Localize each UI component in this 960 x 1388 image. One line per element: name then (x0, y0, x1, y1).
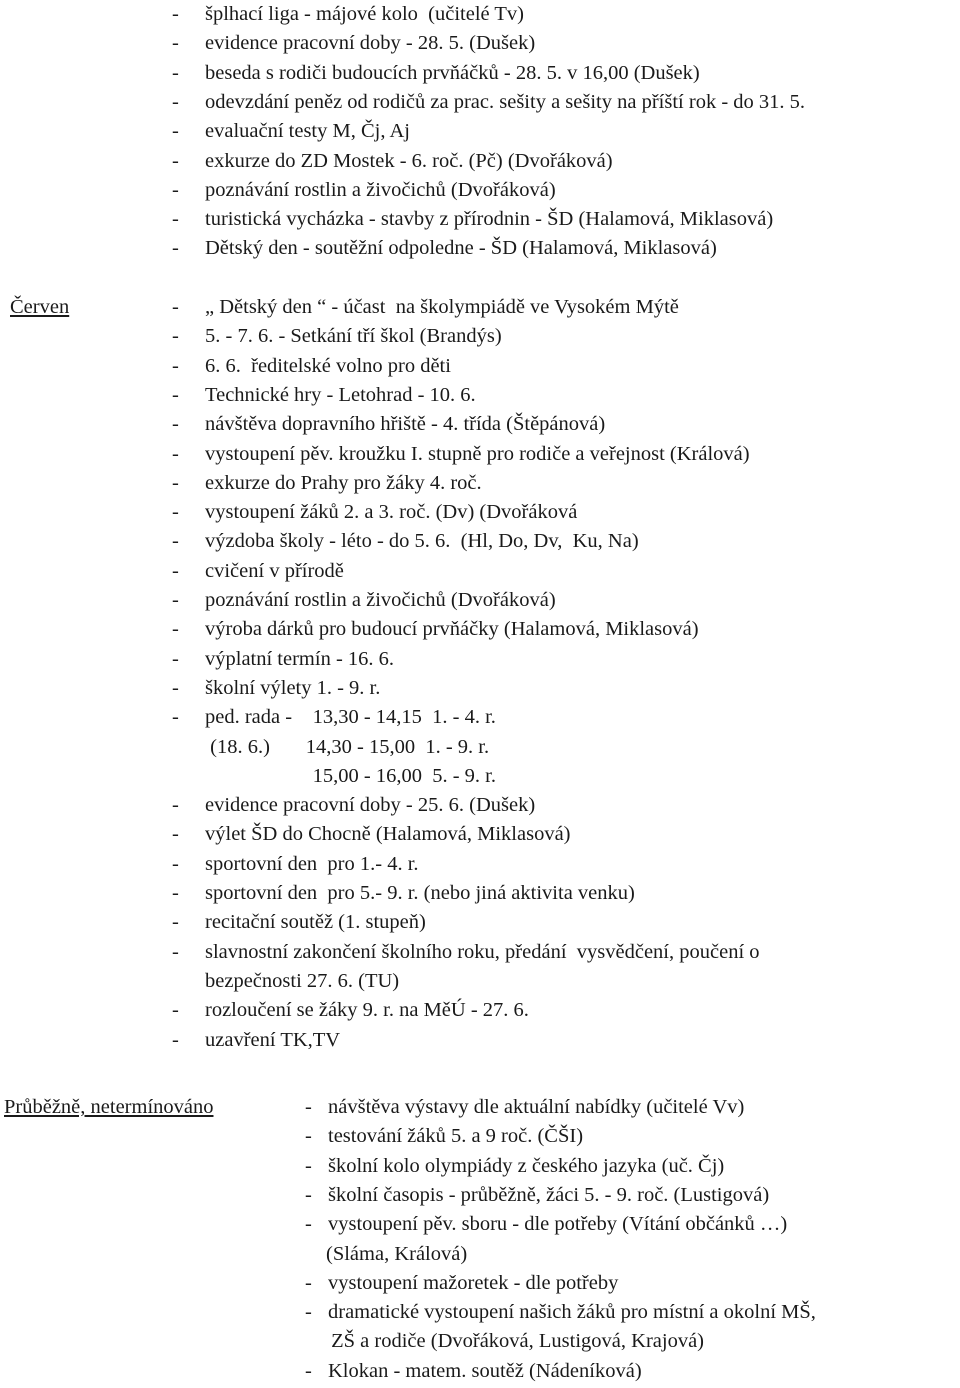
list-item-text: sportovní den pro 5.- 9. r. (nebo jiná aktivita venku) (205, 882, 635, 904)
list-bullet-dash: - (172, 706, 179, 729)
list-item-text: „ Dětský den “ - účast na školympiádě ve Vysokém Mýtě (205, 296, 679, 318)
list-bullet-dash: - (172, 794, 179, 817)
list-item-text: 15,00 - 16,00 5. - 9. r. (205, 764, 496, 787)
list-item-text: uzavření TK,TV (205, 1028, 341, 1051)
list-item-text: vystoupení žáků 2. a 3. roč. (Dv) (Dvořáková (205, 501, 578, 524)
list-item-text: 5. - 7. 6. - Setkání tří škol (Brandýs) (205, 325, 502, 348)
list-item-text: školní výlety 1. - 9. r. (205, 676, 381, 699)
list-bullet-dash: - (172, 3, 179, 25)
list-item-text: evaluační testy M, Čj, Aj (205, 120, 410, 143)
ongoing-label: Průběžně, netermínováno (4, 1096, 214, 1118)
list-bullet-dash: - (172, 471, 179, 494)
list-item-text: výroba dárků pro budoucí prvňáčky (Halamová, Miklasová) (205, 618, 699, 641)
list-bullet-dash: - (305, 1271, 312, 1294)
list-bullet-dash: - (172, 296, 179, 318)
list-item-text: dramatické vystoupení našich žáků pro místní a okolní MŠ, (328, 1301, 816, 1324)
list-bullet-dash: - (172, 882, 179, 904)
list-bullet-dash: - (172, 354, 179, 377)
list-item-text: šplhací liga - májové kolo (učitelé Tv) (205, 3, 524, 25)
list-bullet-dash: - (172, 325, 179, 348)
list-bullet-dash: - (172, 852, 179, 875)
list-bullet-dash: - (305, 1213, 312, 1236)
list-bullet-dash: - (305, 1154, 312, 1177)
list-item-text: ped. rada - 13,30 - 14,15 1. - 4. r. (205, 706, 496, 729)
list-item-text: školní kolo olympiády z českého jazyka (uč. Čj) (328, 1154, 725, 1177)
list-item-text: evidence pracovní doby - 25. 6. (Dušek) (205, 794, 536, 817)
list-item-text: vystoupení pěv. kroužku I. stupně pro rodiče a veřejnost (Králová) (205, 442, 750, 465)
list-bullet-dash: - (172, 178, 179, 201)
list-item-text: návštěva výstavy dle aktuální nabídky (učitelé Vv) (328, 1096, 745, 1118)
list-bullet-dash: - (172, 413, 179, 436)
list-bullet-dash: - (305, 1096, 312, 1118)
list-bullet-dash: - (172, 61, 179, 84)
list-item-text: poznávání rostlin a živočichů (Dvořáková) (205, 589, 556, 611)
list-item-text: beseda s rodiči budoucích prvňáčků - 28. 5. v 16,00 (Dušek) (205, 61, 700, 84)
list-item-text: bezpečnosti 27. 6. (TU) (205, 969, 400, 992)
list-bullet-dash: - (172, 618, 179, 641)
list-item-text: školní časopis - průběžně, žáci 5. - 9. roč. (Lustigová) (328, 1183, 770, 1206)
list-item-text: cvičení v přírodě (205, 559, 344, 582)
list-item-text: (18. 6.) 14,30 - 15,00 1. - 9. r. (205, 735, 490, 758)
list-bullet-dash: - (305, 1359, 312, 1382)
list-bullet-dash: - (305, 1125, 312, 1148)
list-bullet-dash: - (172, 149, 179, 172)
list-bullet-dash: - (172, 442, 179, 465)
list-item-text: recitační soutěž (1. stupeň) (205, 911, 426, 934)
list-item-text: Dětský den - soutěžní odpoledne - ŠD (Halamová, Miklasová) (205, 237, 717, 260)
list-item-text: slavnostní zakončení školního roku, předání vysvědčení, poučení o (205, 940, 760, 963)
list-item-text: testování žáků 5. a 9 roč. (ČŠI) (328, 1125, 584, 1148)
list-bullet-dash: - (172, 120, 179, 143)
list-item-text: sportovní den pro 1.- 4. r. (205, 852, 419, 875)
list-item-text: rozloučení se žáky 9. r. na MěÚ - 27. 6. (205, 999, 529, 1022)
list-bullet-dash: - (172, 237, 179, 260)
list-item-text: exkurze do Prahy pro žáky 4. roč. (205, 471, 482, 494)
list-bullet-dash: - (172, 940, 179, 963)
list-bullet-dash: - (172, 32, 179, 55)
list-bullet-dash: - (172, 530, 179, 553)
month-label-june: Červen (10, 296, 70, 318)
list-bullet-dash: - (172, 208, 179, 231)
list-bullet-dash: - (172, 90, 179, 113)
list-bullet-dash: - (172, 647, 179, 670)
list-bullet-dash: - (172, 911, 179, 934)
list-item-text: výlet ŠD do Chocně (Halamová, Miklasová) (205, 823, 571, 846)
list-bullet-dash: - (172, 999, 179, 1022)
list-bullet-dash: - (172, 676, 179, 699)
list-bullet-dash: - (305, 1301, 312, 1324)
list-bullet-dash: - (172, 501, 179, 524)
list-item-text: návštěva dopravního hřiště - 4. třída (Štěpánová) (205, 413, 606, 436)
list-item-text: ZŠ a rodiče (Dvořáková, Lustigová, Krajová) (326, 1330, 704, 1353)
list-item-text: vystoupení pěv. sboru - dle potřeby (Vítání občánků …) (328, 1213, 788, 1236)
list-bullet-dash: - (172, 589, 179, 611)
list-item-text: turistická vycházka - stavby z přírodnin - ŠD (Halamová, Miklasová) (205, 208, 774, 231)
list-bullet-dash: - (172, 1028, 179, 1051)
list-item-text: výplatní termín - 16. 6. (205, 647, 395, 670)
list-bullet-dash: - (305, 1183, 312, 1206)
list-bullet-dash: - (172, 823, 179, 846)
list-item-text: vystoupení mažoretek - dle potřeby (328, 1271, 619, 1294)
list-item-text: (Sláma, Králová) (326, 1242, 468, 1265)
list-item-text: výzdoba školy - léto - do 5. 6. (Hl, Do, Dv, Ku, Na) (205, 530, 639, 553)
list-item-text: 6. 6. ředitelské volno pro děti (205, 354, 451, 377)
list-bullet-dash: - (172, 559, 179, 582)
list-item-text: evidence pracovní doby - 28. 5. (Dušek) (205, 32, 536, 55)
list-item-text: Klokan - matem. soutěž (Nádeníková) (328, 1359, 642, 1382)
list-item-text: poznávání rostlin a živočichů (Dvořáková) (205, 178, 556, 201)
list-bullet-dash: - (172, 383, 179, 406)
list-item-text: odevzdání peněz od rodičů za prac. sešity a sešity na příští rok - do 31. 5. (205, 90, 806, 113)
list-item-text: exkurze do ZD Mostek - 6. roč. (Pč) (Dvořáková) (205, 149, 613, 172)
list-item-text: Technické hry - Letohrad - 10. 6. (205, 383, 476, 406)
